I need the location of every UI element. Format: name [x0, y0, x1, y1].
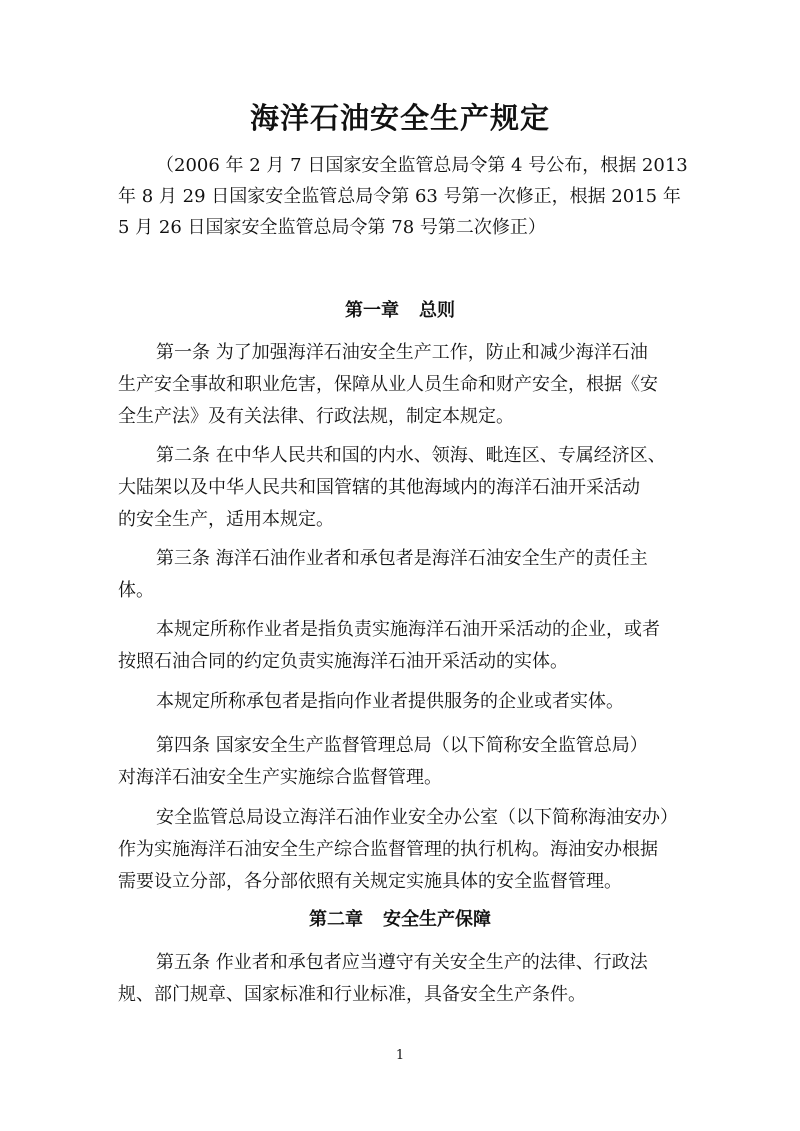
- article-line: 对海洋石油安全生产实施综合监督管理。: [118, 767, 442, 788]
- article-3-paragraph-3: [118, 686, 698, 718]
- publication-note-line: （2006 年 2 月 7 日国家安全监管总局令第 4 号公布，根据 2013: [156, 155, 688, 176]
- article-line: 第二条 在中华人民共和国的内水、领海、毗连区、专属经济区、: [156, 445, 666, 466]
- article-2: [118, 440, 698, 536]
- article-1: [118, 337, 698, 433]
- article-line: 大陆架以及中华人民共和国管辖的其他海域内的海洋石油开采活动: [118, 477, 640, 498]
- chapter-number: 第一章: [345, 300, 399, 321]
- article-line: 的安全生产，适用本规定。: [118, 509, 334, 530]
- article-line: 需要设立分部，各分部依照有关规定实施具体的安全监督管理。: [118, 871, 622, 892]
- article-line: 生产安全事故和职业危害，保障从业人员生命和财产安全，根据《安: [118, 374, 658, 395]
- publication-note-line: 年 8 月 29 日国家安全监管总局令第 63 号第一次修正，根据 2015 年: [118, 186, 681, 207]
- article-3: [118, 543, 698, 607]
- article-line: 第五条 作业者和承包者应当遵守有关安全生产的法律、行政法: [156, 952, 648, 973]
- article-line: 按照石油合同的约定负责实施海洋石油开采活动的实体。: [118, 651, 568, 672]
- chapter-number: 第二章: [309, 909, 363, 930]
- article-line: 第四条 国家安全生产监督管理总局（以下简称安全监管总局）: [156, 735, 648, 756]
- article-line: 第一条 为了加强海洋石油安全生产工作，防止和减少海洋石油: [156, 342, 648, 363]
- article-line: 第三条 海洋石油作业者和承包者是海洋石油安全生产的责任主: [156, 548, 648, 569]
- document-title: 海洋石油安全生产规定: [249, 101, 550, 135]
- publication-note: [118, 150, 692, 243]
- publication-note-line: 5 月 26 日国家安全监管总局令第 78 号第二次修正）: [118, 217, 546, 238]
- chapter-heading-2: [0, 905, 800, 935]
- chapter-heading-1: [0, 296, 800, 326]
- article-4-paragraph-2: [118, 802, 698, 898]
- article-line: 本规定所称作业者是指负责实施海洋石油开采活动的企业，或者: [156, 619, 660, 640]
- article-4: [118, 730, 698, 794]
- article-line: 作为实施海洋石油安全生产综合监督管理的执行机构。海油安办根据: [118, 839, 658, 860]
- article-line: 安全监管总局设立海洋石油作业安全办公室（以下简称海油安办）: [156, 807, 678, 828]
- chapter-name: 安全生产保障: [383, 909, 491, 930]
- article-line: 本规定所称承包者是指向作业者提供服务的企业或者实体。: [156, 691, 624, 712]
- chapter-name: 总则: [419, 300, 455, 321]
- article-3-paragraph-2: [118, 614, 698, 678]
- article-line: 全生产法》及有关法律、行政法规，制定本规定。: [118, 406, 514, 427]
- article-5: [118, 947, 698, 1011]
- page-number: 1: [395, 1048, 405, 1063]
- article-line: 规、部门规章、国家标准和行业标准，具备安全生产条件。: [118, 984, 586, 1005]
- article-line: 体。: [118, 580, 154, 601]
